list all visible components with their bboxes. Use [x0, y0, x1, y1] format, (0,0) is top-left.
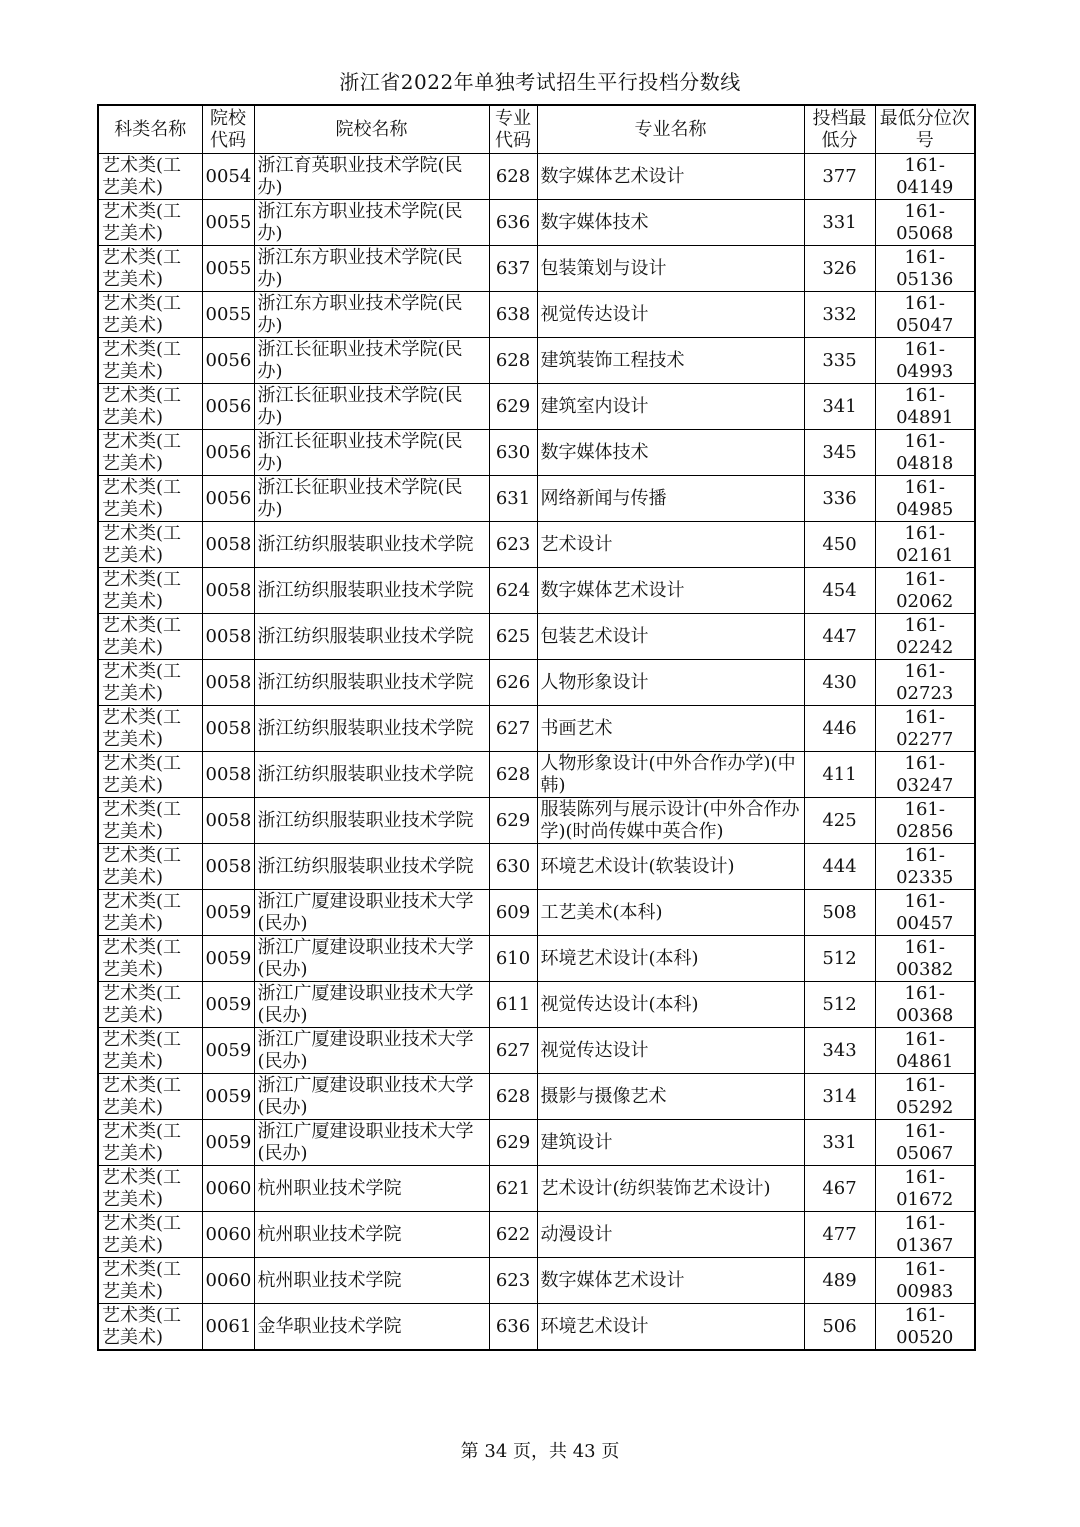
cell-major-code: 630 — [489, 844, 537, 890]
table-row — [98, 1304, 975, 1351]
header-category: 科类名称 — [98, 105, 202, 154]
cell-major-code: 628 — [489, 338, 537, 384]
cell-min-score: 326 — [804, 246, 875, 292]
cell-school-code: 0060 — [202, 1166, 254, 1212]
cell-school-code: 0058 — [202, 798, 254, 844]
cell-major-code: 622 — [489, 1212, 537, 1258]
cell-min-score: 512 — [804, 936, 875, 982]
cell-major-name: 环境艺术设计 — [537, 1304, 804, 1351]
cell-school-code: 0058 — [202, 844, 254, 890]
cell-min-rank: 161-00368 — [875, 982, 975, 1028]
cell-school-name: 浙江纺织服装职业技术学院 — [254, 752, 489, 798]
cell-major-name: 包装艺术设计 — [537, 614, 804, 660]
cell-category: 艺术类(工艺美术) — [98, 1166, 202, 1212]
cell-school-code: 0055 — [202, 246, 254, 292]
cell-school-name: 浙江纺织服装职业技术学院 — [254, 568, 489, 614]
cell-min-score: 477 — [804, 1212, 875, 1258]
table-row — [98, 200, 975, 246]
header-school-name: 院校名称 — [254, 105, 489, 154]
cell-school-name: 浙江长征职业技术学院(民办) — [254, 338, 489, 384]
cell-school-code: 0056 — [202, 476, 254, 522]
cell-min-score: 377 — [804, 154, 875, 200]
cell-min-score: 336 — [804, 476, 875, 522]
cell-school-name: 浙江纺织服装职业技术学院 — [254, 706, 489, 752]
cell-min-rank: 161-02161 — [875, 522, 975, 568]
cell-school-code: 0055 — [202, 292, 254, 338]
cell-major-name: 工艺美术(本科) — [537, 890, 804, 936]
cell-school-code: 0059 — [202, 1120, 254, 1166]
cell-min-rank: 161-03247 — [875, 752, 975, 798]
cell-major-code: 637 — [489, 246, 537, 292]
cell-major-code: 638 — [489, 292, 537, 338]
cell-min-rank: 161-04985 — [875, 476, 975, 522]
cell-school-code: 0060 — [202, 1212, 254, 1258]
cell-min-score: 506 — [804, 1304, 875, 1351]
cell-category: 艺术类(工艺美术) — [98, 752, 202, 798]
cell-min-rank: 161-02723 — [875, 660, 975, 706]
cell-major-code: 631 — [489, 476, 537, 522]
cell-major-code: 636 — [489, 200, 537, 246]
cell-major-code: 623 — [489, 522, 537, 568]
cell-major-code: 625 — [489, 614, 537, 660]
cell-major-code: 636 — [489, 1304, 537, 1351]
cell-major-code: 624 — [489, 568, 537, 614]
cell-major-code: 610 — [489, 936, 537, 982]
header-school-code: 院校代码 — [202, 105, 254, 154]
cell-school-code: 0059 — [202, 982, 254, 1028]
cell-category: 艺术类(工艺美术) — [98, 246, 202, 292]
cell-school-name: 浙江东方职业技术学院(民办) — [254, 200, 489, 246]
cell-major-name: 摄影与摄像艺术 — [537, 1074, 804, 1120]
cell-school-name: 浙江纺织服装职业技术学院 — [254, 660, 489, 706]
table-row — [98, 890, 975, 936]
cell-min-rank: 161-04891 — [875, 384, 975, 430]
cell-school-name: 浙江育英职业技术学院(民办) — [254, 154, 489, 200]
cell-school-name: 浙江广厦建设职业技术大学(民办) — [254, 890, 489, 936]
cell-school-name: 浙江纺织服装职业技术学院 — [254, 522, 489, 568]
cell-school-name: 浙江广厦建设职业技术大学(民办) — [254, 1120, 489, 1166]
cell-min-score: 411 — [804, 752, 875, 798]
table-row — [98, 936, 975, 982]
header-major-code: 专业代码 — [489, 105, 537, 154]
cell-category: 艺术类(工艺美术) — [98, 1074, 202, 1120]
cell-major-code: 621 — [489, 1166, 537, 1212]
cell-major-name: 环境艺术设计(本科) — [537, 936, 804, 982]
cell-school-name: 浙江广厦建设职业技术大学(民办) — [254, 936, 489, 982]
cell-min-score: 331 — [804, 1120, 875, 1166]
table-row — [98, 430, 975, 476]
table-row — [98, 1212, 975, 1258]
table-row — [98, 338, 975, 384]
cell-school-code: 0059 — [202, 890, 254, 936]
cell-category: 艺术类(工艺美术) — [98, 476, 202, 522]
cell-school-code: 0061 — [202, 1304, 254, 1351]
cell-category: 艺术类(工艺美术) — [98, 890, 202, 936]
table-header — [98, 105, 975, 154]
cell-major-name: 包装策划与设计 — [537, 246, 804, 292]
cell-category: 艺术类(工艺美术) — [98, 1028, 202, 1074]
table-row — [98, 614, 975, 660]
cell-category: 艺术类(工艺美术) — [98, 154, 202, 200]
cell-school-code: 0058 — [202, 706, 254, 752]
cell-min-rank: 161-04993 — [875, 338, 975, 384]
cell-min-rank: 161-02242 — [875, 614, 975, 660]
cell-category: 艺术类(工艺美术) — [98, 1258, 202, 1304]
cell-school-code: 0058 — [202, 660, 254, 706]
cell-school-code: 0056 — [202, 430, 254, 476]
cell-min-score: 425 — [804, 798, 875, 844]
cell-category: 艺术类(工艺美术) — [98, 660, 202, 706]
cell-category: 艺术类(工艺美术) — [98, 844, 202, 890]
table-row — [98, 246, 975, 292]
cell-school-code: 0058 — [202, 568, 254, 614]
cell-major-code: 628 — [489, 154, 537, 200]
cell-min-rank: 161-05068 — [875, 200, 975, 246]
cell-school-name: 浙江东方职业技术学院(民办) — [254, 246, 489, 292]
cell-school-code: 0055 — [202, 200, 254, 246]
cell-major-name: 网络新闻与传播 — [537, 476, 804, 522]
cell-school-code: 0056 — [202, 338, 254, 384]
cell-major-name: 建筑室内设计 — [537, 384, 804, 430]
cell-min-score: 447 — [804, 614, 875, 660]
cell-category: 艺术类(工艺美术) — [98, 798, 202, 844]
table-row — [98, 522, 975, 568]
cell-school-name: 浙江广厦建设职业技术大学(民办) — [254, 1028, 489, 1074]
cell-min-score: 314 — [804, 1074, 875, 1120]
cell-major-name: 视觉传达设计 — [537, 292, 804, 338]
cell-min-rank: 161-02062 — [875, 568, 975, 614]
cell-major-code: 630 — [489, 430, 537, 476]
cell-major-code: 627 — [489, 1028, 537, 1074]
cell-school-name: 浙江东方职业技术学院(民办) — [254, 292, 489, 338]
cell-major-name: 人物形象设计 — [537, 660, 804, 706]
cell-category: 艺术类(工艺美术) — [98, 338, 202, 384]
cell-school-name: 杭州职业技术学院 — [254, 1212, 489, 1258]
cell-category: 艺术类(工艺美术) — [98, 706, 202, 752]
cell-category: 艺术类(工艺美术) — [98, 568, 202, 614]
cell-category: 艺术类(工艺美术) — [98, 614, 202, 660]
cell-min-score: 467 — [804, 1166, 875, 1212]
cell-major-name: 视觉传达设计 — [537, 1028, 804, 1074]
cell-major-name: 数字媒体技术 — [537, 430, 804, 476]
cell-min-score: 341 — [804, 384, 875, 430]
score-table — [97, 104, 976, 1351]
cell-school-name: 浙江广厦建设职业技术大学(民办) — [254, 1074, 489, 1120]
cell-major-code: 629 — [489, 1120, 537, 1166]
cell-min-rank: 161-00520 — [875, 1304, 975, 1351]
cell-school-code: 0058 — [202, 522, 254, 568]
cell-major-code: 629 — [489, 798, 537, 844]
table-row — [98, 292, 975, 338]
cell-major-name: 数字媒体技术 — [537, 200, 804, 246]
table-row — [98, 844, 975, 890]
cell-category: 艺术类(工艺美术) — [98, 1212, 202, 1258]
header-major-name: 专业名称 — [537, 105, 804, 154]
table-row — [98, 798, 975, 844]
cell-category: 艺术类(工艺美术) — [98, 200, 202, 246]
table-row — [98, 1120, 975, 1166]
cell-school-code: 0056 — [202, 384, 254, 430]
cell-major-name: 数字媒体艺术设计 — [537, 154, 804, 200]
cell-major-code: 626 — [489, 660, 537, 706]
cell-school-code: 0058 — [202, 752, 254, 798]
cell-major-name: 书画艺术 — [537, 706, 804, 752]
cell-school-name: 浙江纺织服装职业技术学院 — [254, 798, 489, 844]
cell-min-score: 343 — [804, 1028, 875, 1074]
cell-major-code: 628 — [489, 1074, 537, 1120]
cell-major-name: 动漫设计 — [537, 1212, 804, 1258]
cell-min-score: 331 — [804, 200, 875, 246]
cell-category: 艺术类(工艺美术) — [98, 292, 202, 338]
table-row — [98, 1258, 975, 1304]
table-row — [98, 706, 975, 752]
cell-min-rank: 161-00382 — [875, 936, 975, 982]
cell-category: 艺术类(工艺美术) — [98, 384, 202, 430]
cell-school-name: 浙江长征职业技术学院(民办) — [254, 430, 489, 476]
cell-school-name: 浙江长征职业技术学院(民办) — [254, 476, 489, 522]
table-row — [98, 660, 975, 706]
cell-school-name: 浙江长征职业技术学院(民办) — [254, 384, 489, 430]
table-row — [98, 1074, 975, 1120]
cell-category: 艺术类(工艺美术) — [98, 936, 202, 982]
cell-major-name: 艺术设计 — [537, 522, 804, 568]
cell-min-score: 508 — [804, 890, 875, 936]
cell-min-rank: 161-04818 — [875, 430, 975, 476]
cell-major-name: 环境艺术设计(软装设计) — [537, 844, 804, 890]
cell-min-score: 446 — [804, 706, 875, 752]
cell-category: 艺术类(工艺美术) — [98, 1120, 202, 1166]
cell-school-name: 浙江广厦建设职业技术大学(民办) — [254, 982, 489, 1028]
table-row — [98, 982, 975, 1028]
cell-school-name: 浙江纺织服装职业技术学院 — [254, 614, 489, 660]
page-footer: 第 34 页，共 43 页 — [460, 1441, 620, 1462]
cell-major-code: 627 — [489, 706, 537, 752]
cell-min-score: 335 — [804, 338, 875, 384]
cell-school-name: 杭州职业技术学院 — [254, 1166, 489, 1212]
table-row — [98, 154, 975, 200]
cell-min-rank: 161-01672 — [875, 1166, 975, 1212]
cell-major-name: 建筑设计 — [537, 1120, 804, 1166]
header-min-score: 投档最低分 — [804, 105, 875, 154]
cell-major-name: 建筑装饰工程技术 — [537, 338, 804, 384]
cell-major-name: 数字媒体艺术设计 — [537, 568, 804, 614]
cell-school-code: 0054 — [202, 154, 254, 200]
table-row — [98, 1166, 975, 1212]
cell-major-name: 数字媒体艺术设计 — [537, 1258, 804, 1304]
cell-min-rank: 161-02856 — [875, 798, 975, 844]
cell-major-code: 611 — [489, 982, 537, 1028]
cell-min-rank: 161-02277 — [875, 706, 975, 752]
cell-min-rank: 161-05067 — [875, 1120, 975, 1166]
cell-min-score: 345 — [804, 430, 875, 476]
cell-major-name: 艺术设计(纺织装饰艺术设计) — [537, 1166, 804, 1212]
cell-school-code: 0060 — [202, 1258, 254, 1304]
cell-major-code: 623 — [489, 1258, 537, 1304]
cell-major-name: 视觉传达设计(本科) — [537, 982, 804, 1028]
cell-min-rank: 161-02335 — [875, 844, 975, 890]
cell-school-code: 0059 — [202, 936, 254, 982]
cell-major-name: 服装陈列与展示设计(中外合作办学)(时尚传媒中英合作) — [537, 798, 804, 844]
cell-min-rank: 161-00983 — [875, 1258, 975, 1304]
cell-min-rank: 161-05292 — [875, 1074, 975, 1120]
cell-school-code: 0059 — [202, 1074, 254, 1120]
table-row — [98, 1028, 975, 1074]
cell-min-rank: 161-04861 — [875, 1028, 975, 1074]
cell-min-rank: 161-00457 — [875, 890, 975, 936]
cell-major-name: 人物形象设计(中外合作办学)(中韩) — [537, 752, 804, 798]
cell-school-name: 杭州职业技术学院 — [254, 1258, 489, 1304]
table-row — [98, 384, 975, 430]
table-row — [98, 568, 975, 614]
cell-min-score: 444 — [804, 844, 875, 890]
cell-school-name: 金华职业技术学院 — [254, 1304, 489, 1351]
cell-category: 艺术类(工艺美术) — [98, 522, 202, 568]
table-row — [98, 752, 975, 798]
table-row — [98, 476, 975, 522]
cell-school-code: 0059 — [202, 1028, 254, 1074]
cell-min-score: 454 — [804, 568, 875, 614]
cell-min-score: 489 — [804, 1258, 875, 1304]
cell-min-score: 332 — [804, 292, 875, 338]
cell-major-code: 629 — [489, 384, 537, 430]
cell-school-code: 0058 — [202, 614, 254, 660]
cell-min-rank: 161-05136 — [875, 246, 975, 292]
cell-category: 艺术类(工艺美术) — [98, 982, 202, 1028]
page-title: 浙江省2022年单独考试招生平行投档分数线 — [339, 70, 741, 94]
cell-category: 艺术类(工艺美术) — [98, 430, 202, 476]
cell-major-code: 609 — [489, 890, 537, 936]
cell-major-code: 628 — [489, 752, 537, 798]
cell-min-score: 512 — [804, 982, 875, 1028]
table-body — [98, 154, 975, 1351]
cell-min-score: 450 — [804, 522, 875, 568]
cell-school-name: 浙江纺织服装职业技术学院 — [254, 844, 489, 890]
cell-min-rank: 161-04149 — [875, 154, 975, 200]
cell-category: 艺术类(工艺美术) — [98, 1304, 202, 1351]
cell-min-score: 430 — [804, 660, 875, 706]
cell-min-rank: 161-01367 — [875, 1212, 975, 1258]
cell-min-rank: 161-05047 — [875, 292, 975, 338]
header-min-rank: 最低分位次号 — [875, 105, 975, 154]
